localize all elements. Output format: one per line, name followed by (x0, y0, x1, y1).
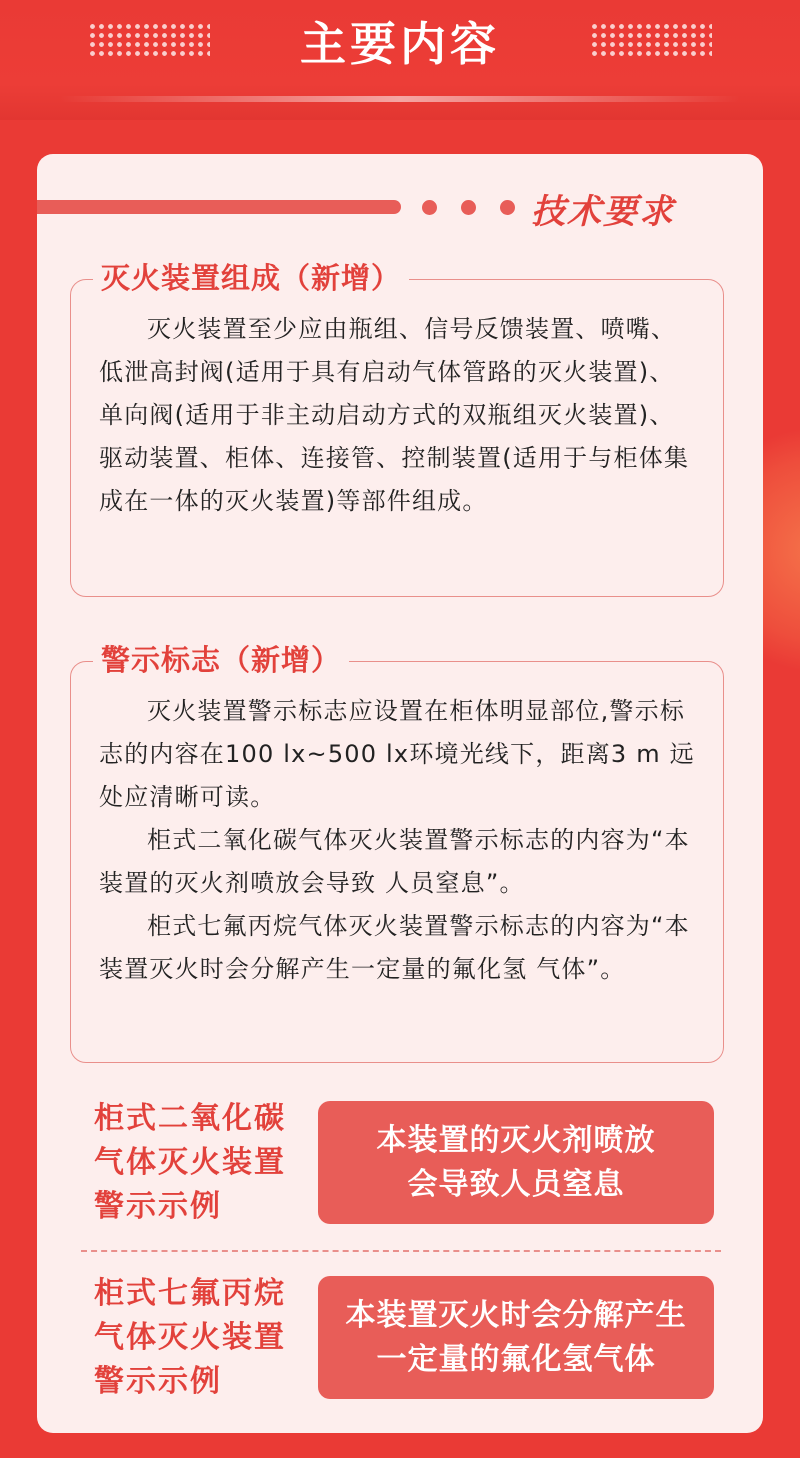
section-body (71, 662, 723, 1007)
section-heading: 技术要求 (531, 192, 675, 232)
composition-section (70, 261, 724, 597)
warning-sign-section (70, 643, 724, 1063)
example-sign-co2 (318, 1101, 714, 1224)
heading-decor-dot (500, 200, 515, 215)
content-card (37, 154, 763, 1433)
heading-decor-bar (37, 200, 401, 214)
page-title: 主要内容 (300, 17, 500, 71)
paragraph: 灭火装置至少应由瓶组、信号反馈装置、喷嘴、低泄高封阀(适用于具有启动气体管路的灭火装置)、单向阀(适用于非主动启动方式的双瓶组灭火装置)、驱动装置、柜体、连接管、控制装置(适用于与柜体集成在一体的灭火装置)等部件组成。 (99, 315, 690, 515)
paragraph: 柜式二氧化碳气体灭火装置警示标志的内容为“本装置的灭火剂喷放会导致 人员窒息”。 (99, 826, 690, 897)
dashed-divider (81, 1250, 721, 1252)
example-sign-text: 本装置灭火时会分解产生一定量的氟化氢气体 (345, 1297, 687, 1377)
paragraph: 柜式七氟丙烷气体灭火装置警示标志的内容为“本装置灭火时会分解产生一定量的氟化氢 气体”。 (99, 912, 690, 983)
example-sign-hfc (318, 1276, 714, 1399)
example-sign-text: 本装置的灭火剂喷放会导致人员窒息 (376, 1122, 656, 1202)
section-title: 警示标志（新增） (93, 638, 349, 679)
section-title: 灭火装置组成（新增） (93, 256, 409, 297)
header-divider-bar (60, 96, 740, 102)
example-label-co2: 柜式二氧化碳气体灭火装置警示示例 (94, 1101, 286, 1224)
heading-decor-dot (422, 200, 437, 215)
example-label-hfc: 柜式七氟丙烷气体灭火装置警示示例 (94, 1276, 286, 1399)
paragraph: 灭火装置警示标志应设置在柜体明显部位,警示标志的内容在100 lx~500 lx环境光线下，距离3 m 远处应清晰可读。 (99, 697, 695, 811)
dot-pattern-right (590, 22, 712, 56)
heading-decor-dot (461, 200, 476, 215)
page-header (0, 0, 800, 120)
section-body (71, 280, 723, 539)
